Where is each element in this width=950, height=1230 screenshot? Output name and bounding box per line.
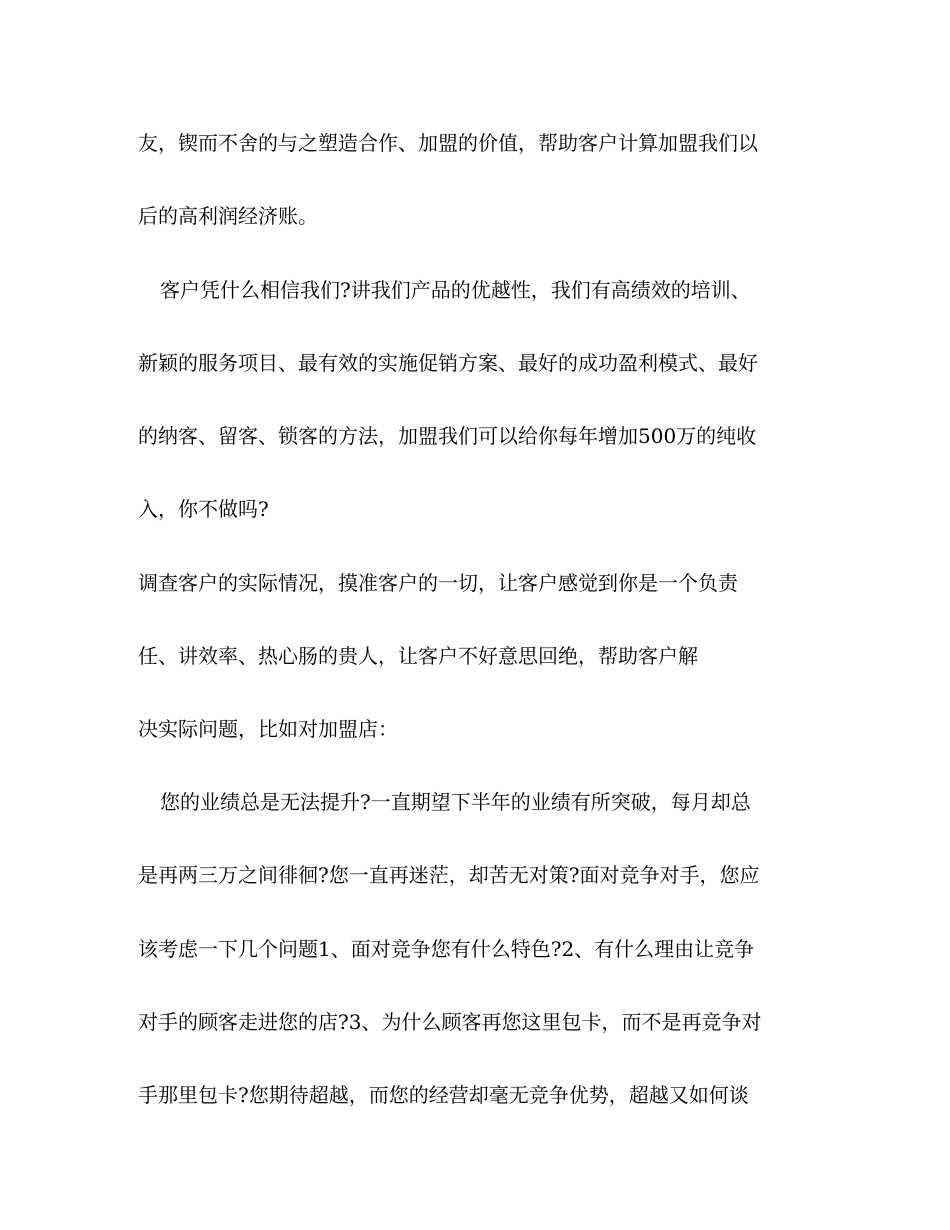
text-line: 手那里包卡?您期待超越，而您的经营却毫无竞争优势，超越又如何谈 (138, 1083, 749, 1107)
text-line: 客户凭什么相信我们?讲我们产品的优越性，我们有高绩效的培训、 (160, 278, 751, 302)
text-line: 该考虑一下几个问题1、面对竞争您有什么特色?2、有什么理由让竞争 (138, 937, 755, 961)
text-line: 是再两三万之间徘徊?您一直再迷茫，却苦无对策?面对竞争对手，您应 (138, 863, 760, 887)
text-line: 任、讲效率、热心肠的贵人，让客户不好意思回绝，帮助客户解 (138, 644, 698, 668)
text-line: 的纳客、留客、锁客的方法，加盟我们可以给你每年增加500万的纯收 (138, 424, 757, 448)
text-line: 您的业绩总是无法提升?一直期望下半年的业绩有所突破，每月却总 (160, 790, 751, 814)
text-line: 调查客户的实际情况，摸准客户的一切，让客户感觉到你是一个负责 (138, 571, 738, 595)
text-line: 入，你不做吗? (138, 497, 269, 521)
text-line: 对手的顾客走进您的店?3、为什么顾客再您这里包卡，而不是再竞争对 (138, 1010, 762, 1034)
text-line: 新颖的服务项目、最有效的实施促销方案、最好的成功盈利模式、最好 (138, 351, 758, 375)
text-line: 友，锲而不舍的与之塑造合作、加盟的价值，帮助客户计算加盟我们以 (138, 131, 758, 155)
text-line: 后的高利润经济账。 (138, 204, 318, 228)
text-line: 决实际问题，比如对加盟店： (138, 717, 398, 741)
